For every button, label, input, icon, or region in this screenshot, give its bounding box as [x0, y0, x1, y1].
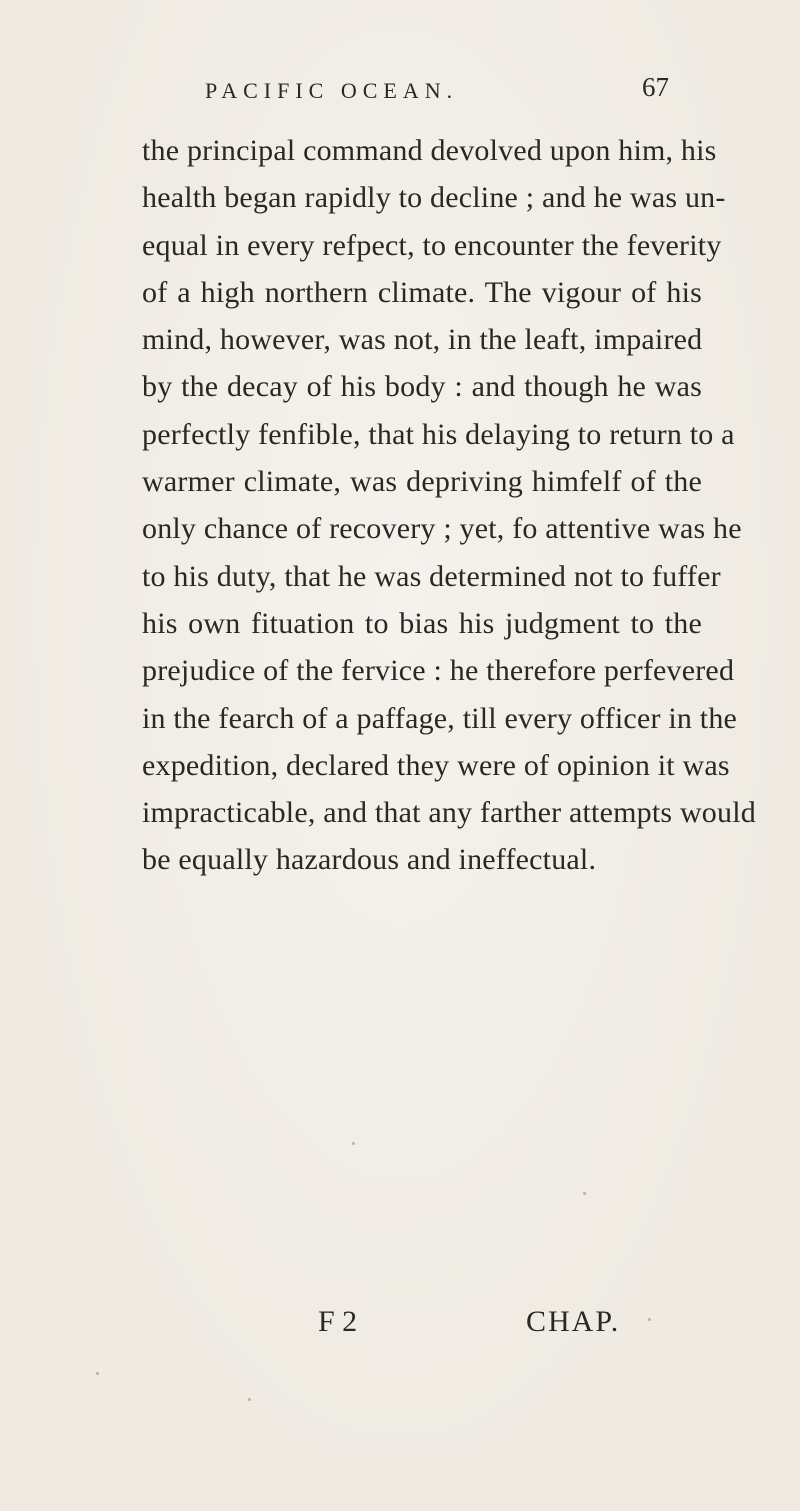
text-line: impracticable, and that any farther attempts would: [142, 796, 756, 830]
text-line: expedition, declared they were of opinion it was: [142, 748, 730, 782]
running-head: PACIFIC OCEAN.: [205, 78, 459, 103]
paper-speck: [96, 1372, 99, 1375]
text-line: perfectly fenfible, that his delaying to return to a: [142, 417, 735, 451]
text-line: to his duty, that he was determined not to fuffer: [142, 559, 721, 593]
text-line: warmer climate, was depriving himfelf of the: [142, 465, 702, 499]
text-line: by the decay of his body : and though he was: [142, 370, 702, 404]
text-line: of a high northern climate. The vigour of his: [142, 275, 702, 309]
text-line: his own fituation to bias his judgment to the: [142, 606, 702, 640]
paper-speck: [583, 1192, 586, 1195]
paper-speck: [248, 1398, 251, 1401]
text-line: health began rapidly to decline ; and he was un-: [142, 181, 726, 215]
text-line: prejudice of the fervice : he therefore perfevered: [142, 654, 735, 688]
paper-speck: [352, 1142, 355, 1145]
text-line-last: be equally hazardous and ineffectual.: [142, 843, 597, 877]
page-number: 67: [642, 72, 669, 102]
text-line: equal in every refpect, to encounter the feverity: [142, 228, 722, 262]
text-line: only chance of recovery ; yet, fo attentive was he: [142, 512, 742, 546]
signature-mark: F 2: [318, 1305, 358, 1338]
catchword: CHAP.: [526, 1305, 621, 1338]
text-line: in the fearch of a paffage, till every officer in the: [142, 701, 738, 735]
text-line: the principal command devolved upon him, his: [142, 134, 717, 167]
text-line: mind, however, was not, in the leaft, impaired: [142, 323, 703, 357]
body-text: [142, 127, 756, 884]
paper-speck: [648, 1318, 651, 1321]
